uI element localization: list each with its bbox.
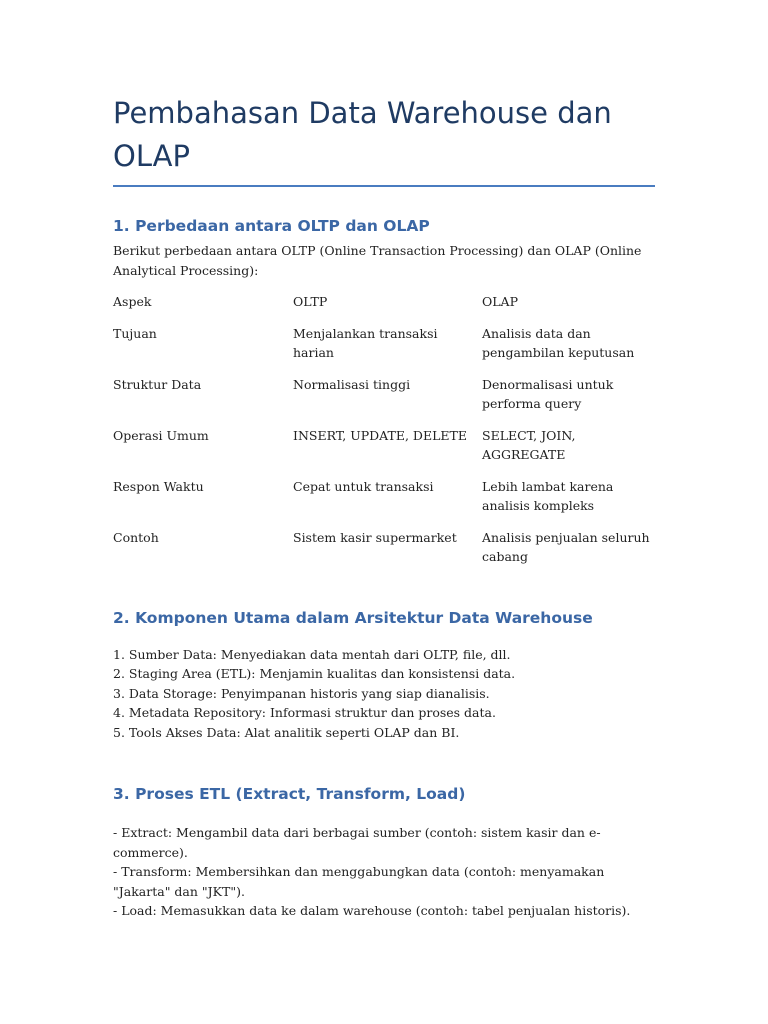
list-item: 2. Staging Area (ETL): Menjamin kualitas dan konsistensi data. — [113, 666, 516, 681]
table-row — [113, 426, 652, 477]
table-cell: Denormalisasi untuk performa query — [482, 376, 614, 411]
table-cell: SELECT, JOIN, AGGREGATE — [482, 427, 576, 462]
table-row — [113, 324, 652, 375]
document-page — [113, 92, 655, 921]
table-cell: Menjalankan transaksi harian — [293, 325, 438, 360]
table-header-olap: OLAP — [482, 294, 518, 309]
table-cell: Cepat untuk transaksi — [293, 478, 434, 494]
list-item: - Extract: Mengambil data dari berbagai sumber (contoh: sistem kasir dan e-commerce). — [113, 825, 601, 860]
table-header-aspek: Aspek — [113, 294, 152, 309]
table-row — [113, 528, 652, 579]
table-cell: Operasi Umum — [113, 427, 209, 443]
table-cell: Normalisasi tinggi — [293, 376, 411, 392]
table-row — [113, 477, 652, 528]
list-item: 3. Data Storage: Penyimpanan historis yang siap dianalisis. — [113, 685, 490, 701]
list-item: - Transform: Membersihkan dan menggabungkan data (contoh: menyamakan "Jakarta" dan "JKT"). — [113, 864, 605, 899]
table-cell: Tujuan — [113, 325, 157, 341]
table-row — [113, 375, 652, 426]
table-header-oltp: OLTP — [293, 294, 328, 309]
table-cell: Contoh — [113, 529, 159, 545]
table-cell: INSERT, UPDATE, DELETE — [293, 427, 467, 443]
list-item: 1. Sumber Data: Menyediakan data mentah dari OLTP, file, dll. — [113, 646, 511, 662]
list-item: 5. Tools Akses Data: Alat analitik seperti OLAP dan BI. — [113, 724, 460, 740]
section-1-intro: Berikut perbedaan antara OLTP (Online Transaction Processing) dan OLAP (Online Analytical Processing): — [113, 243, 642, 278]
table-cell: Analisis data dan pengambilan keputusan — [482, 325, 635, 360]
table-cell: Sistem kasir supermarket — [293, 529, 457, 545]
list-item: 4. Metadata Repository: Informasi struktur dan proses data. — [113, 705, 496, 720]
table-cell: Struktur Data — [113, 376, 202, 392]
table-cell: Respon Waktu — [113, 478, 204, 494]
section-heading-2: 2. Komponen Utama dalam Arsitektur Data Warehouse — [113, 608, 593, 627]
etl-list — [113, 823, 655, 921]
component-list — [113, 645, 655, 743]
list-item: - Load: Memasukkan data ke dalam warehouse (contoh: tabel penjualan historis). — [113, 903, 631, 918]
table-cell: Analisis penjualan seluruh cabang — [482, 529, 650, 564]
table-header-row — [113, 292, 652, 324]
table-cell: Lebih lambat karena analisis kompleks — [482, 478, 614, 513]
section-heading-1: 1. Perbedaan antara OLTP dan OLAP — [113, 217, 430, 235]
comparison-table — [113, 292, 652, 579]
document-title: Pembahasan Data Warehouse dan OLAP — [113, 92, 655, 187]
section-heading-3: 3. Proses ETL (Extract, Transform, Load) — [113, 785, 466, 803]
